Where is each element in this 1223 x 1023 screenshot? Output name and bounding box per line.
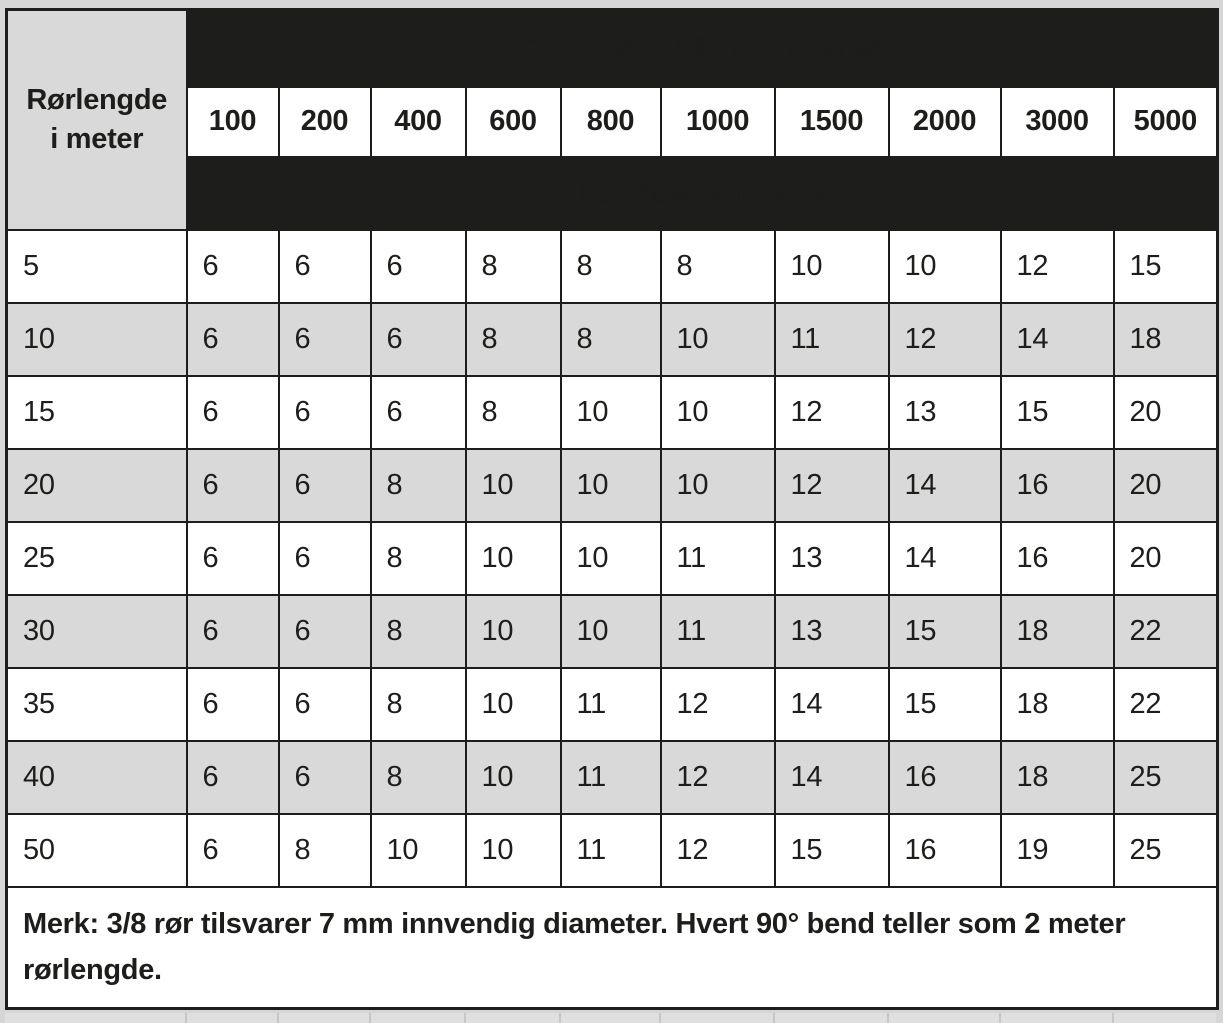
pipe-length-cell: 35 bbox=[7, 668, 187, 741]
table-row bbox=[7, 376, 1218, 449]
column-divider bbox=[999, 1013, 1001, 1023]
diameter-cell: 16 bbox=[889, 814, 1001, 887]
diameter-cell: 6 bbox=[187, 303, 279, 376]
diameter-cell: 18 bbox=[1001, 668, 1114, 741]
diameter-cell: 10 bbox=[466, 814, 561, 887]
consumption-col-header: 100 bbox=[187, 87, 279, 157]
diameter-cell: 15 bbox=[1114, 230, 1218, 303]
pipe-length-cell: 50 bbox=[7, 814, 187, 887]
consumption-col-header: 2000 bbox=[889, 87, 1001, 157]
diameter-cell: 6 bbox=[279, 668, 371, 741]
diameter-cell: 11 bbox=[561, 741, 661, 814]
column-divider bbox=[559, 1013, 561, 1023]
pipe-length-cell: 10 bbox=[7, 303, 187, 376]
diameter-cell: 6 bbox=[371, 230, 466, 303]
gas-consumption-table bbox=[5, 8, 1219, 1010]
diameter-cell: 10 bbox=[466, 668, 561, 741]
diameter-cell: 10 bbox=[661, 376, 775, 449]
diameter-cell: 10 bbox=[466, 595, 561, 668]
diameter-cell: 14 bbox=[775, 741, 889, 814]
table-row bbox=[7, 230, 1218, 303]
diameter-cell: 13 bbox=[889, 376, 1001, 449]
table-row bbox=[7, 303, 1218, 376]
table-row bbox=[7, 887, 1218, 1009]
diameter-cell: 12 bbox=[889, 303, 1001, 376]
diameter-cell: 18 bbox=[1001, 741, 1114, 814]
diameter-cell: 8 bbox=[371, 741, 466, 814]
pipe-diameter-header: Rørdiameter i mm bbox=[187, 157, 1218, 230]
diameter-cell: 10 bbox=[466, 741, 561, 814]
diameter-cell: 12 bbox=[1001, 230, 1114, 303]
diameter-cell: 12 bbox=[661, 741, 775, 814]
corner-header-line2: i meter bbox=[50, 122, 144, 155]
table-row bbox=[7, 157, 1218, 230]
pipe-length-cell: 25 bbox=[7, 522, 187, 595]
pipe-length-cell: 20 bbox=[7, 449, 187, 522]
diameter-cell: 15 bbox=[889, 595, 1001, 668]
diameter-cell: 6 bbox=[187, 522, 279, 595]
diameter-cell: 11 bbox=[775, 303, 889, 376]
column-divider bbox=[369, 1013, 371, 1023]
diameter-cell: 22 bbox=[1114, 668, 1218, 741]
table-row bbox=[7, 522, 1218, 595]
diameter-cell: 10 bbox=[661, 303, 775, 376]
table-row bbox=[7, 741, 1218, 814]
diameter-cell: 6 bbox=[187, 595, 279, 668]
diameter-cell: 8 bbox=[371, 668, 466, 741]
pipe-length-cell: 40 bbox=[7, 741, 187, 814]
diameter-cell: 6 bbox=[187, 741, 279, 814]
diameter-cell: 20 bbox=[1114, 376, 1218, 449]
diameter-cell: 13 bbox=[775, 522, 889, 595]
corner-header-line1: Rørlengde bbox=[26, 83, 168, 116]
diameter-cell: 15 bbox=[889, 668, 1001, 741]
diameter-cell: 20 bbox=[1114, 449, 1218, 522]
diameter-cell: 6 bbox=[187, 449, 279, 522]
diameter-cell: 11 bbox=[561, 668, 661, 741]
next-row-peek bbox=[5, 1013, 1216, 1023]
consumption-col-header: 5000 bbox=[1114, 87, 1218, 157]
diameter-cell: 10 bbox=[466, 449, 561, 522]
diameter-cell: 16 bbox=[1001, 449, 1114, 522]
diameter-cell: 15 bbox=[775, 814, 889, 887]
diameter-cell: 8 bbox=[466, 230, 561, 303]
diameter-cell: 6 bbox=[279, 449, 371, 522]
diameter-cell: 6 bbox=[279, 303, 371, 376]
diameter-cell: 6 bbox=[187, 230, 279, 303]
diameter-cell: 13 bbox=[775, 595, 889, 668]
column-divider bbox=[464, 1013, 466, 1023]
diameter-cell: 14 bbox=[1001, 303, 1114, 376]
diameter-cell: 10 bbox=[561, 522, 661, 595]
consumption-col-header: 600 bbox=[466, 87, 561, 157]
table-row bbox=[7, 668, 1218, 741]
diameter-cell: 16 bbox=[889, 741, 1001, 814]
diameter-cell: 19 bbox=[1001, 814, 1114, 887]
diameter-cell: 6 bbox=[371, 303, 466, 376]
diameter-cell: 6 bbox=[371, 376, 466, 449]
corner-header-pipe-length bbox=[7, 10, 187, 230]
consumption-col-header: 200 bbox=[279, 87, 371, 157]
column-divider bbox=[887, 1013, 889, 1023]
diameter-cell: 12 bbox=[661, 814, 775, 887]
gas-consumption-header: Gassforbruk i gram pr time bbox=[187, 10, 1218, 87]
diameter-cell: 6 bbox=[279, 522, 371, 595]
column-divider bbox=[1112, 1013, 1114, 1023]
diameter-cell: 14 bbox=[889, 449, 1001, 522]
diameter-cell: 6 bbox=[279, 595, 371, 668]
footnote: Merk: 3/8 rør tilsvarer 7 mm innvendig diameter. Hvert 90° bend teller som 2 meter rørlengde. bbox=[7, 887, 1218, 1009]
diameter-cell: 6 bbox=[279, 741, 371, 814]
diameter-cell: 18 bbox=[1001, 595, 1114, 668]
diameter-cell: 10 bbox=[561, 449, 661, 522]
diameter-cell: 10 bbox=[775, 230, 889, 303]
diameter-cell: 14 bbox=[775, 668, 889, 741]
column-divider bbox=[185, 1013, 187, 1023]
diameter-cell: 8 bbox=[371, 522, 466, 595]
diameter-cell: 8 bbox=[561, 303, 661, 376]
diameter-cell: 8 bbox=[466, 303, 561, 376]
diameter-cell: 20 bbox=[1114, 522, 1218, 595]
diameter-cell: 8 bbox=[371, 595, 466, 668]
diameter-cell: 8 bbox=[279, 814, 371, 887]
diameter-cell: 8 bbox=[561, 230, 661, 303]
table-row bbox=[7, 449, 1218, 522]
diameter-cell: 6 bbox=[279, 376, 371, 449]
diameter-cell: 12 bbox=[775, 376, 889, 449]
diameter-cell: 6 bbox=[187, 814, 279, 887]
table-row bbox=[7, 10, 1218, 87]
consumption-col-header: 800 bbox=[561, 87, 661, 157]
consumption-col-header: 3000 bbox=[1001, 87, 1114, 157]
diameter-cell: 10 bbox=[371, 814, 466, 887]
diameter-cell: 18 bbox=[1114, 303, 1218, 376]
diameter-cell: 25 bbox=[1114, 741, 1218, 814]
diameter-cell: 8 bbox=[371, 449, 466, 522]
column-divider bbox=[277, 1013, 279, 1023]
column-divider bbox=[659, 1013, 661, 1023]
consumption-col-header: 1500 bbox=[775, 87, 889, 157]
diameter-cell: 10 bbox=[661, 449, 775, 522]
table-row bbox=[7, 87, 1218, 157]
diameter-cell: 8 bbox=[466, 376, 561, 449]
diameter-cell: 11 bbox=[661, 595, 775, 668]
diameter-cell: 12 bbox=[775, 449, 889, 522]
diameter-cell: 16 bbox=[1001, 522, 1114, 595]
diameter-cell: 6 bbox=[279, 230, 371, 303]
table-row bbox=[7, 595, 1218, 668]
diameter-cell: 10 bbox=[466, 522, 561, 595]
diameter-cell: 10 bbox=[889, 230, 1001, 303]
consumption-col-header: 400 bbox=[371, 87, 466, 157]
diameter-cell: 11 bbox=[561, 814, 661, 887]
diameter-cell: 6 bbox=[187, 668, 279, 741]
table-row bbox=[7, 814, 1218, 887]
diameter-cell: 10 bbox=[561, 376, 661, 449]
diameter-cell: 6 bbox=[187, 376, 279, 449]
diameter-cell: 8 bbox=[661, 230, 775, 303]
diameter-cell: 14 bbox=[889, 522, 1001, 595]
diameter-cell: 25 bbox=[1114, 814, 1218, 887]
consumption-col-header: 1000 bbox=[661, 87, 775, 157]
pipe-length-cell: 5 bbox=[7, 230, 187, 303]
column-divider bbox=[773, 1013, 775, 1023]
diameter-cell: 12 bbox=[661, 668, 775, 741]
pipe-length-cell: 15 bbox=[7, 376, 187, 449]
diameter-cell: 22 bbox=[1114, 595, 1218, 668]
pipe-length-cell: 30 bbox=[7, 595, 187, 668]
diameter-cell: 15 bbox=[1001, 376, 1114, 449]
diameter-cell: 10 bbox=[561, 595, 661, 668]
diameter-cell: 11 bbox=[661, 522, 775, 595]
